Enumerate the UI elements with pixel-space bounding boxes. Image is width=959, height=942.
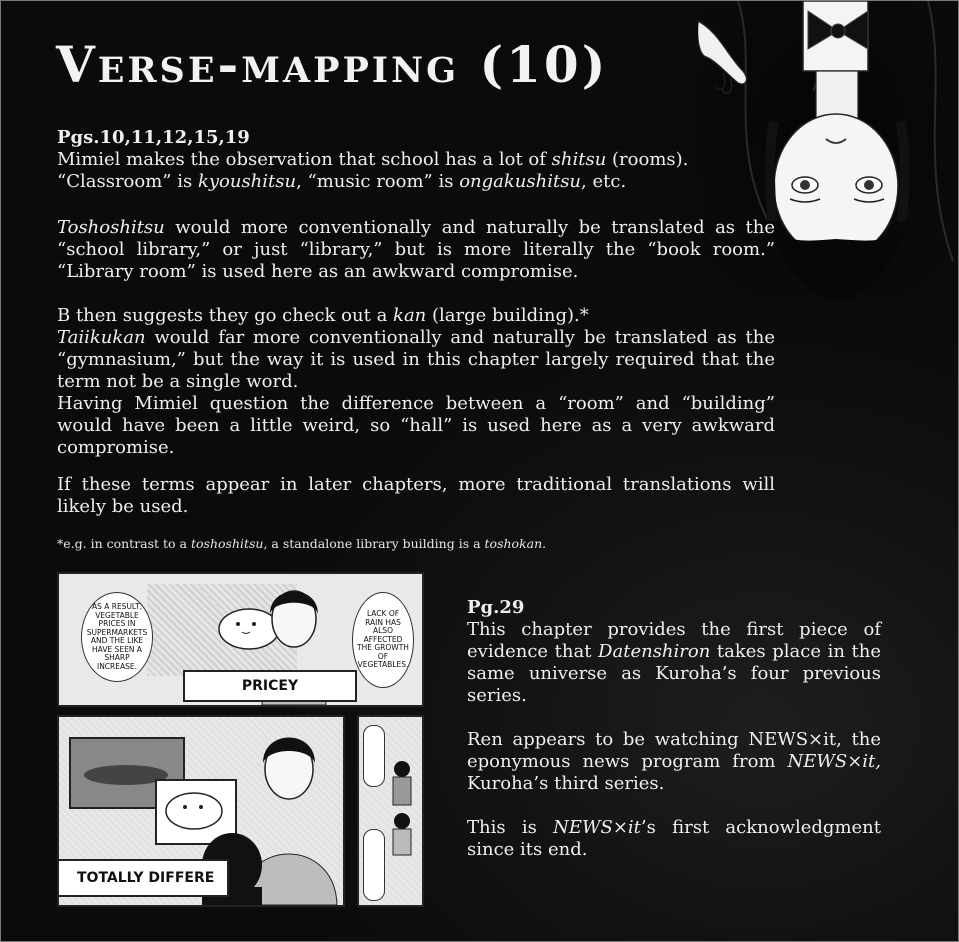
paragraph: Ren appears to be watching NEWS×it, the eponymous news program from NEWS×it, Kuroha’s third series. — [467, 729, 881, 794]
section-pgs-10-19 — [57, 127, 775, 193]
paragraph: “Classroom” is kyoushitsu, “music room” is ongakushitsu, etc. — [57, 171, 627, 192]
speech-bubble: LACK OF RAIN HAS ALSO AFFECTED THE GROWTH OF VEGETABLES. — [352, 592, 414, 688]
section-heading: Pg.29 — [467, 597, 525, 618]
page-title: Verse-mapping (10) — [56, 35, 609, 94]
paragraph-toshoshitsu: Toshoshitsu would more conventionally and naturally be translated as the “school library,” or just “library,” but is more literally the “book room.” “Library room” is used here as an awkward compromise. — [57, 217, 775, 282]
manga-panel-top — [57, 572, 424, 707]
footnote: *e.g. in contrast to a toshoshitsu, a standalone library building is a toshokan. — [57, 536, 547, 551]
section-heading: Pgs.10,11,12,15,19 — [57, 127, 250, 148]
section-pg-29 — [467, 597, 881, 861]
manga-panel-bottom-right — [357, 715, 424, 907]
paragraph: This chapter provides the first piece of evidence that Datenshiron takes place in the same universe as Kuroha’s four previous series. — [467, 619, 881, 706]
speech-bubble: AS A RESULT, VEGETABLE PRICES IN SUPERMARKETS AND THE LIKE HAVE SEEN A SHARP INCREASE. — [81, 592, 153, 682]
paragraph: This is NEWS×it’s first acknowledgment since its end. — [467, 817, 881, 860]
manga-panel-bottom-left — [57, 715, 345, 907]
paragraph-later-chapters: If these terms appear in later chapters, more traditional translations will likely be used. — [57, 474, 775, 517]
paragraph-kan: B then suggests they go check out a kan (large building).* Taiikukan would far more conventionally and naturally be translated as the “gymnasium,” but the way it is used in this chapter largely required that the term not be a single word. Having Mimiel question the difference between a “room” and “building” would have been a little weird, so “hall” is used here as a very awkward compromise. — [57, 305, 775, 458]
paragraph: Mimiel makes the observation that school has a lot of shitsu (rooms). — [57, 149, 689, 170]
caption-box: PRICEY — [183, 670, 357, 702]
characters-image — [387, 757, 417, 857]
caption-box: TOTALLY DIFFERE — [59, 859, 229, 897]
